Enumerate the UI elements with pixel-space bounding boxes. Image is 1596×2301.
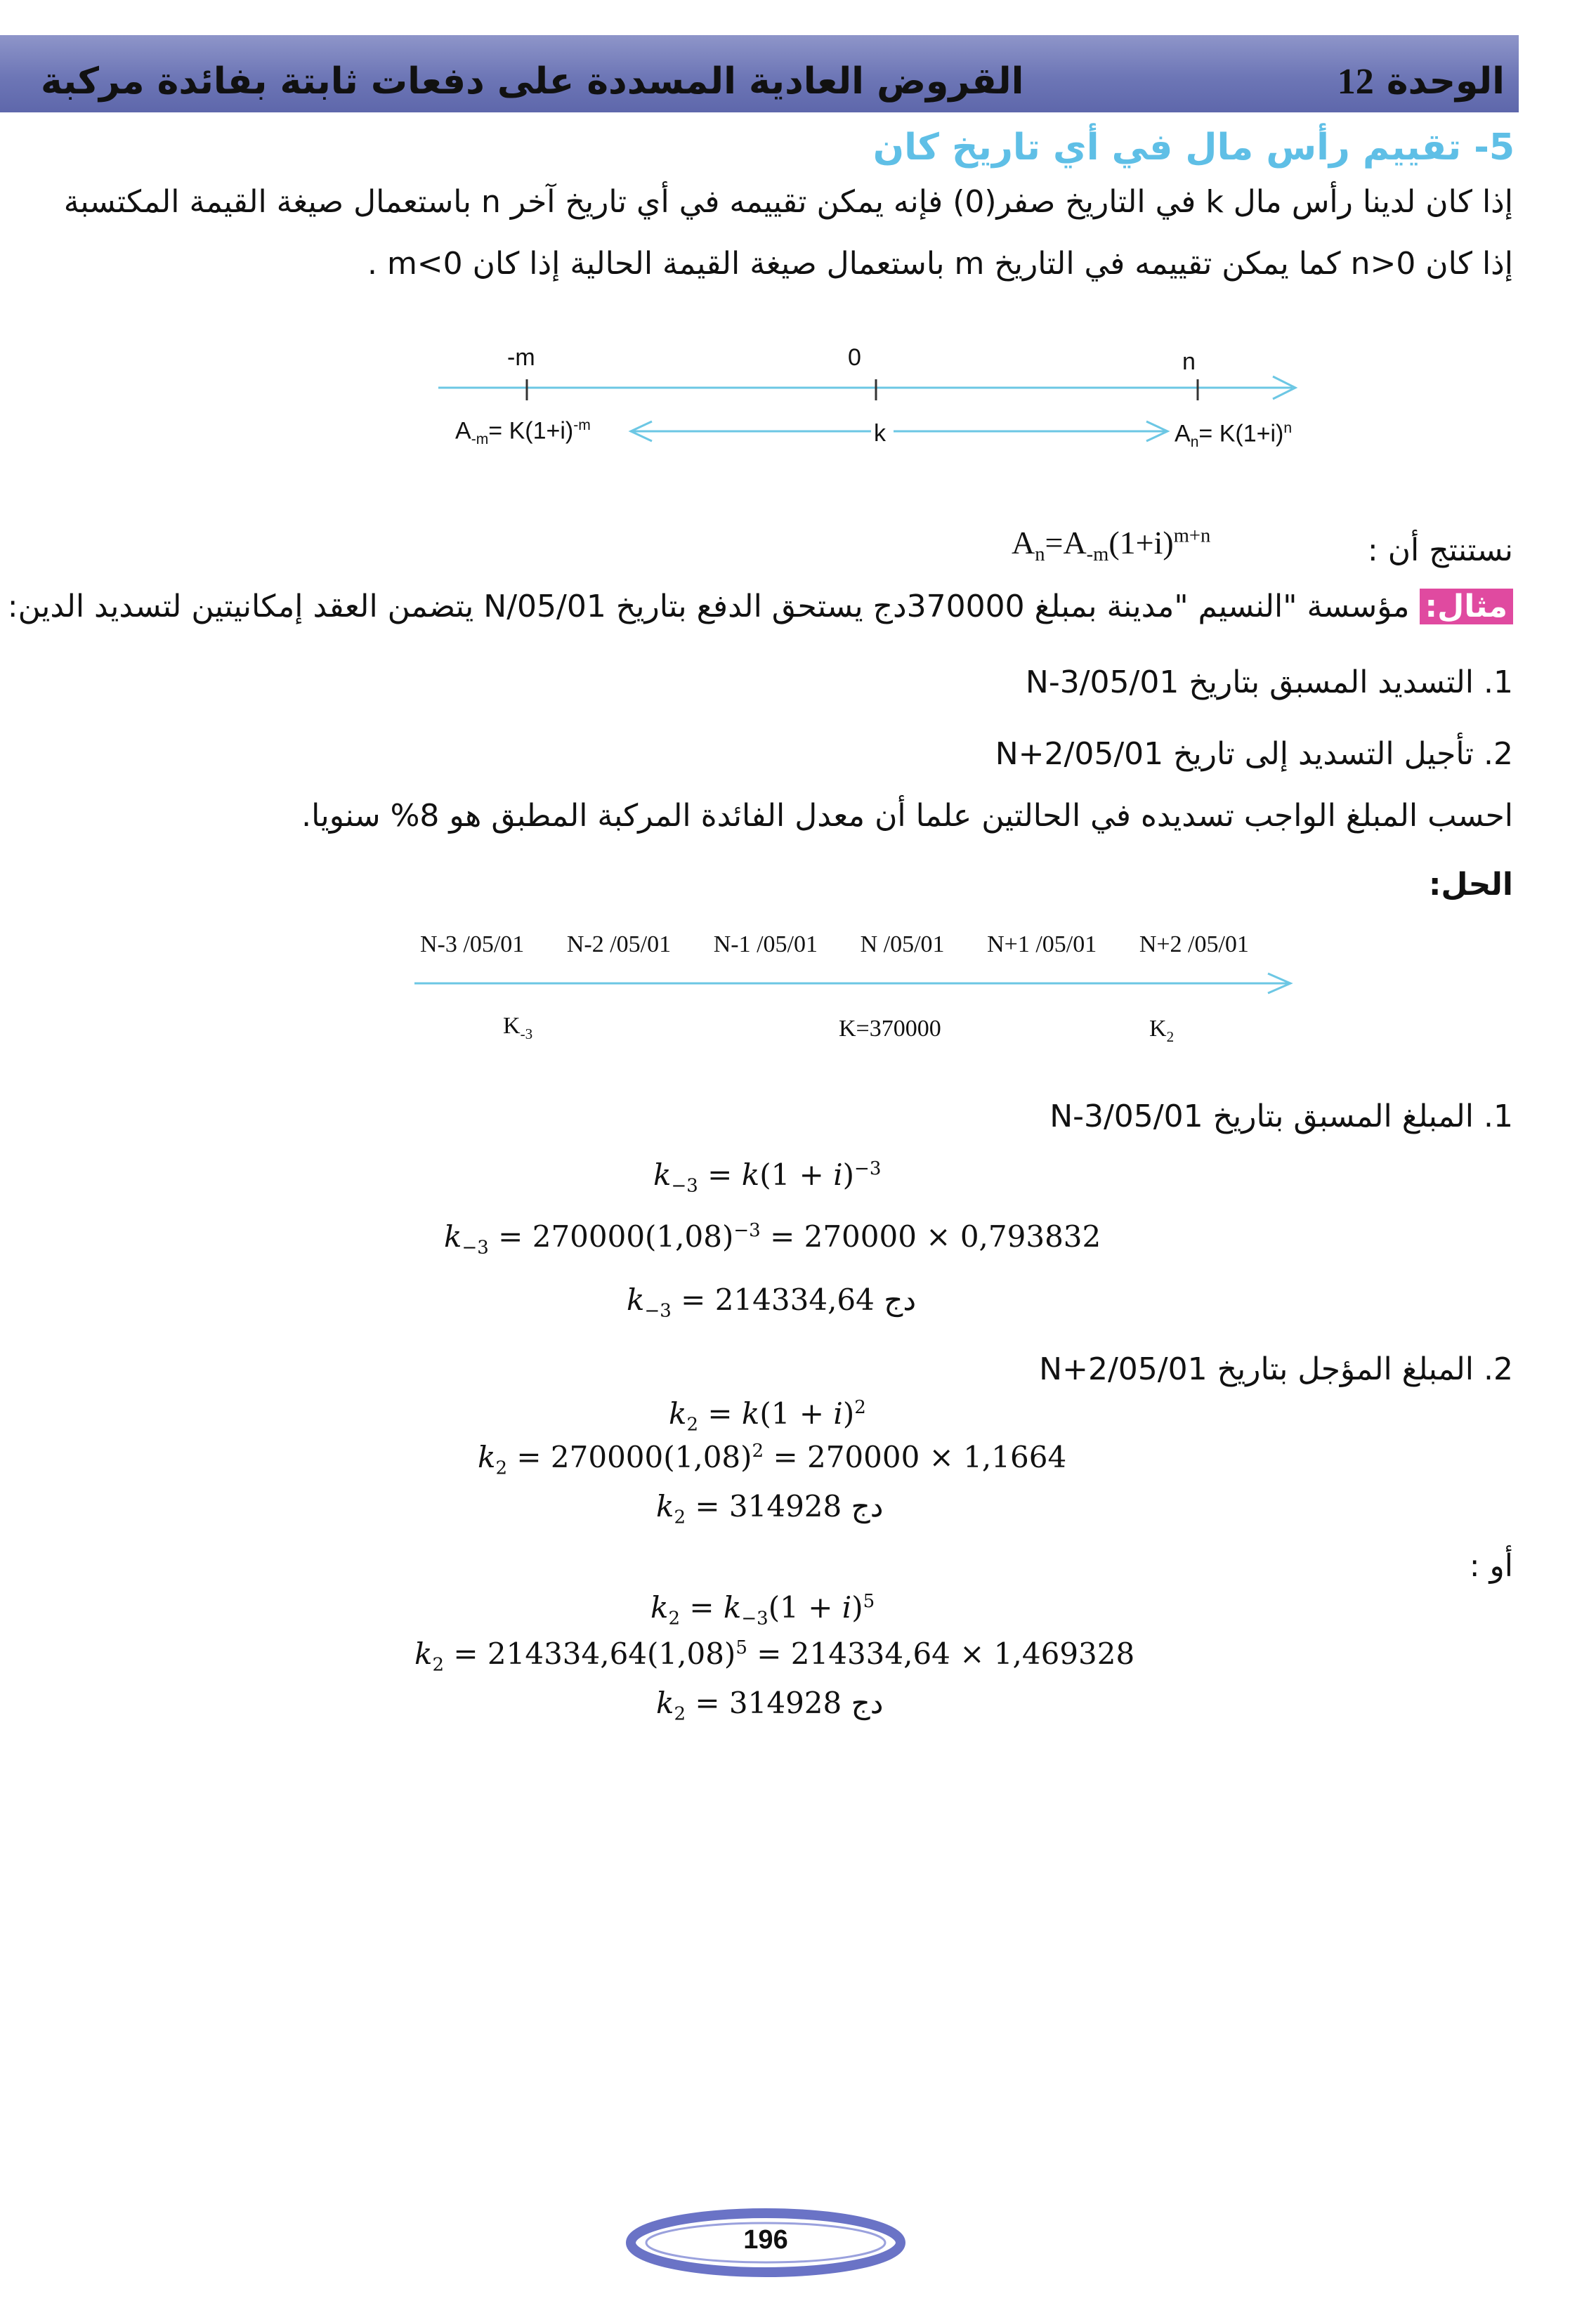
formula-future-value: $A_n= K(1+i)^n$ (1175, 420, 1293, 451)
example-statement (8, 589, 1513, 624)
example-badge: مثال: (1420, 589, 1514, 624)
intro-line-2: إذا كان n>0 كما يمكن تقييمه في التاريخ m باستعمال صيغة القيمة الحالية إذا كان m<0 . (367, 246, 1513, 282)
step2-formula-2: $k_2 = 270000(1,08)^2 = 270000 \times 1,1664$ (478, 1440, 1067, 1479)
date-n-1: N-1 /05/01 (713, 931, 818, 957)
alt-formula-1: $k_2 = k_{-3}(1 + i)^5$ (650, 1590, 875, 1630)
conclusion-label: نستنتج أن : (1367, 532, 1513, 568)
step1-formula-1: $k_{-3} = k(1 + i)^{-3}$ (653, 1158, 882, 1197)
unit-word: الوحدة (1386, 60, 1505, 103)
solution-timeline-axis (414, 969, 1300, 997)
alt-formula-3: $k_2 = 314928$ دج (656, 1686, 884, 1725)
example-text: مؤسسة "النسيم "مدينة بمبلغ 370000دج يستحق الدفع بتاريخ N/05/01 يتضمن العقد إمكانيتين لتسديد الدين: (7, 589, 1410, 624)
date-n-2: N-2 /05/01 (566, 931, 672, 957)
k-center-label: K=370000 (839, 1016, 941, 1042)
unit-number: 12 (1337, 62, 1374, 102)
label-k: k (874, 420, 886, 447)
header-title: القروض العادية المسددة على دفعات ثابتة بفائدة مركبة (41, 60, 1024, 103)
label-zero: 0 (848, 344, 861, 371)
step2-formula-3: $k_2 = 314928$ دج (656, 1489, 884, 1528)
step1-formula-3: $k_{-3} = 214334,64$ دج (627, 1283, 917, 1322)
header-band (0, 35, 1519, 112)
step2-title: 2. المبلغ المؤجل بتاريخ N+2/05/01 (1039, 1351, 1513, 1387)
section-title: 5- تقييم رأس مال في أي تاريخ كان (872, 126, 1515, 169)
example-option-1: 1. التسديد المسبق بتاريخ N-3/05/01 (1025, 664, 1513, 700)
unit-label (1337, 60, 1505, 103)
step1-formula-2: $k_{-3} = 270000(1,08)^{-3} = 270000 \times 0,793832$ (444, 1219, 1101, 1259)
conclusion-formula: $A_n=A_{-m}(1+i)^{m+n}$ (1012, 525, 1211, 566)
k-2-label: $K_2$ (1149, 1016, 1175, 1045)
alt-formula-2: $k_2 = 214334,64(1,08)^5 = 214334,64 \times 1,469328$ (414, 1637, 1135, 1676)
label-n: n (1182, 348, 1196, 375)
date-n-plus-2: N+2 /05/01 (1139, 931, 1249, 957)
or-label: أو : (1469, 1548, 1513, 1584)
k-minus-3-label: $K_{-3}$ (503, 1013, 533, 1042)
step2-formula-1: $k_2 = k(1 + i)^2$ (669, 1396, 866, 1436)
date-n-3: N-3 /05/01 (420, 931, 525, 957)
example-question: احسب المبلغ الواجب تسديده في الحالتين علما أن معدل الفائدة المركبة المطبق هو 8% سنويا. (301, 798, 1513, 834)
date-n-plus-1: N+1 /05/01 (987, 931, 1097, 957)
example-option-2: 2. تأجيل التسديد إلى تاريخ N+2/05/01 (995, 736, 1513, 772)
intro-line-1: إذا كان لدينا رأس مال k في التاريخ صفر(0) فإنه يمكن تقييمه في أي تاريخ آخر n باستعمال صيغة القيمة المكتسبة (63, 184, 1513, 220)
solution-label: الحل: (1428, 867, 1513, 903)
step1-title: 1. المبلغ المسبق بتاريخ N-3/05/01 (1049, 1099, 1513, 1134)
label-neg-m: -m (507, 344, 535, 371)
page-number: 196 (743, 2225, 788, 2255)
date-n: N /05/01 (860, 931, 945, 957)
formula-present-value: $A_{-m}= K(1+i)^{-m}$ (455, 417, 591, 448)
solution-timeline-dates (420, 931, 1249, 958)
